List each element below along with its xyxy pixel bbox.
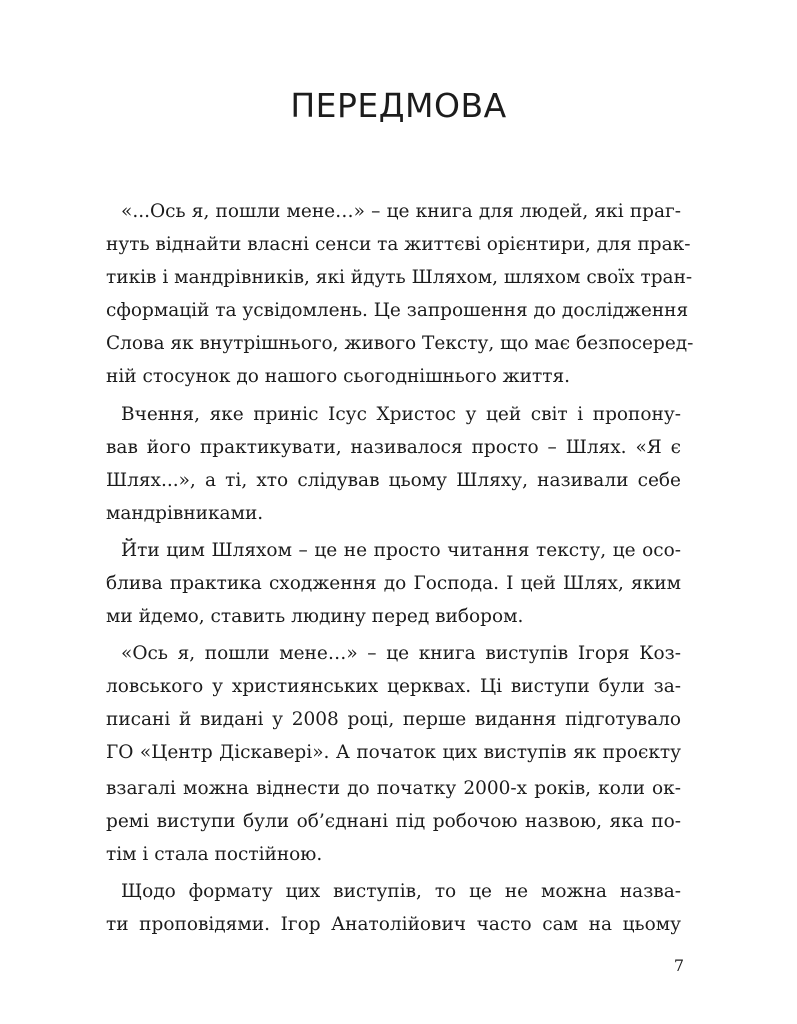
text-line: сформацій та усвідомлень. Це запрошення до дослідження [106,300,689,321]
text-line: тім і стала постійною. [106,844,323,865]
text-line: мандрівниками. [106,503,264,524]
text-line: взагалі можна віднести до початку 2000-х років, коли ок- [106,778,681,799]
text-line: «Ось я, пошли мене…» – це книга виступів Ігоря Коз- [121,643,681,664]
text-line: Вчення, яке приніс Ісус Христос у цей світ і пропону- [121,404,681,425]
page-title: ПЕРЕДМОВА [290,86,507,125]
text-line: ремі виступи були об’єднані під робочою назвою, яка по- [106,811,681,832]
text-line: ГО «Центр Діскавері». А початок цих виступів як проєкту [106,742,681,763]
text-line: ти проповідями. Ігор Анатолійович часто сам на цьому [106,914,681,935]
page-number: 7 [673,956,684,975]
text-line: писані й видані у 2008 році, перше видання підготувало [106,709,681,730]
text-line: ній стосунок до нашого сьогоднішнього життя. [106,366,571,387]
text-line: Шлях...», а ті, хто слідував цьому Шляху, називали себе [106,470,681,491]
text-line: тиків і мандрівників, які йдуть Шляхом, шляхом своїх тран- [106,267,693,288]
text-line: Щодо формату цих виступів, то це не можна назва- [121,881,681,902]
text-line: блива практика сходження до Господа. І цей Шлях, яким [106,573,681,594]
text-line: Слова як внутрішнього, живого Тексту, що має безпосеред- [106,333,694,354]
text-line: «...Ось я, пошли мене…» – це книга для людей, які праг- [121,201,681,222]
text-line: ми йдемо, ставить людину перед вибором. [106,606,524,627]
text-line: Йти цим Шляхом – це не просто читання тексту, це осо- [121,540,681,561]
text-line: нуть віднайти власні сенси та життєві орієнтири, для прак- [106,234,691,255]
text-line: вав його практикувати, називалося просто – Шлях. «Я є [106,437,681,458]
text-line: ловського у християнських церквах. Ці виступи були за- [106,676,681,697]
